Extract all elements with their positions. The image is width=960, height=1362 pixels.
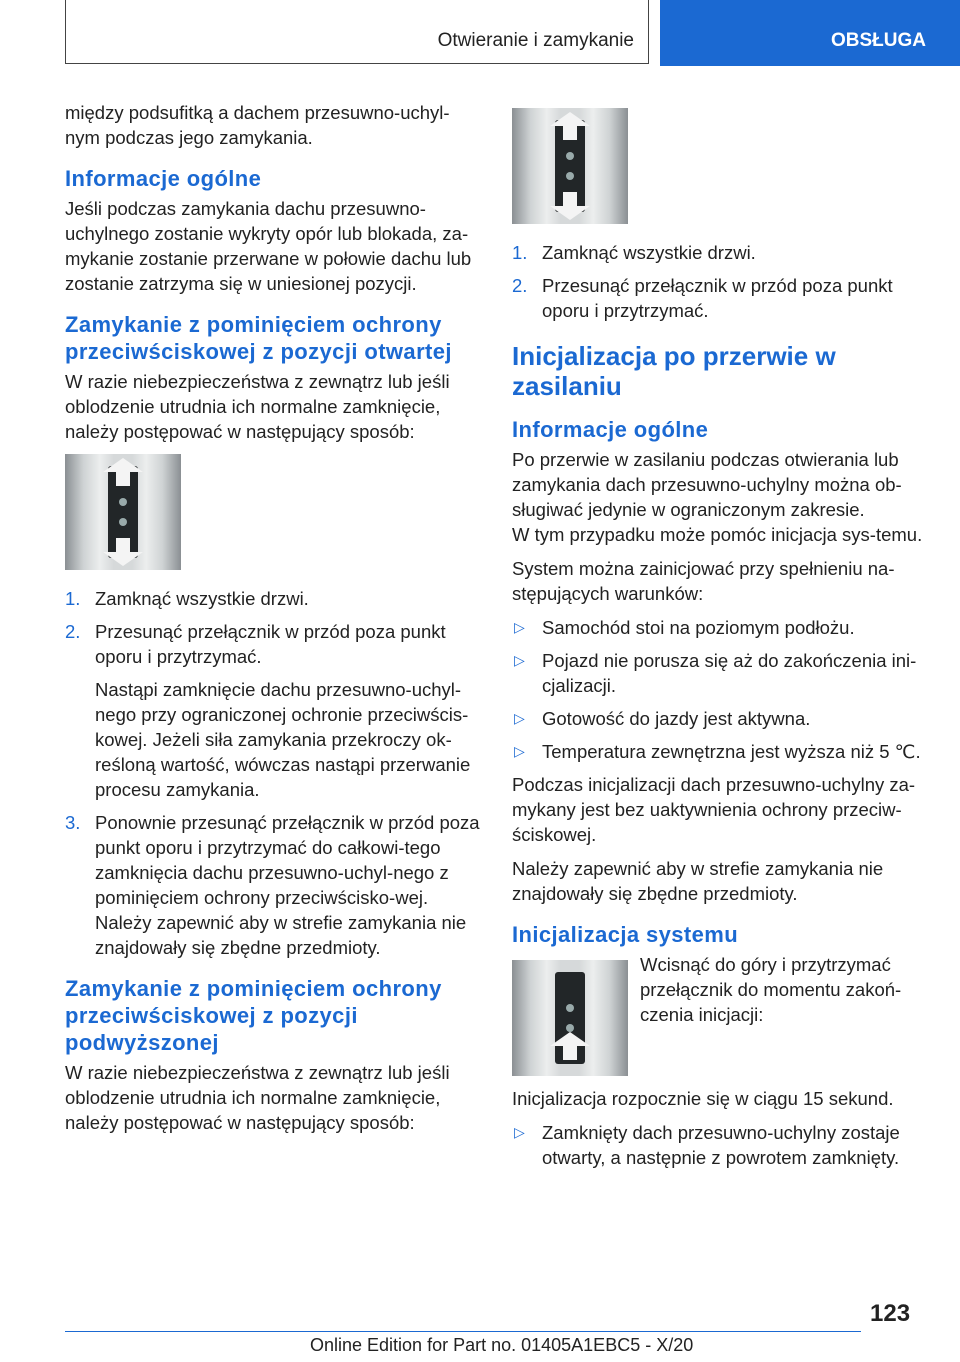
list-item: 1. Zamknąć wszystkie drzwi. xyxy=(512,242,756,263)
arrow-up-icon xyxy=(103,458,143,472)
arrow-up-icon xyxy=(550,1032,590,1046)
intro-paragraph: między podsufitką a dachem przesuwno-uchyl-nym podczas jego zamykania. xyxy=(65,102,450,148)
closing-from-raised-paragraph: W razie niebezpieczeństwa z zewnątrz lub jeśli oblodzenie utrudnia ich normalne zamknięcie, należy postępować w następujący sposób: xyxy=(65,1062,450,1133)
conditions-list xyxy=(512,615,927,764)
system-init-paragraph: Wcisnąć do góry i przytrzymać przełącznik do momentu zakoń-czenia inicjacji: xyxy=(640,954,902,1025)
result-list xyxy=(512,1120,927,1170)
footer-edition: Online Edition for Part no. 01405A1EBC5 - X/20 xyxy=(310,1335,694,1355)
list-item: ▷ Pojazd nie porusza się aż do zakończenia ini-cjalizacji. xyxy=(514,650,917,696)
list-item: ▷ Temperatura zewnętrzna jest wyższa niż 5 ℃. xyxy=(514,741,921,762)
chapter-title: Otwieranie i zamykanie xyxy=(437,30,634,51)
list-item: ▷ Zamknięty dach przesuwno-uchylny zostaje otwarty, a następnie z powrotem zamknięty. xyxy=(514,1122,900,1168)
right-column xyxy=(512,100,927,1178)
header-bar xyxy=(65,0,649,64)
arrow-up-icon xyxy=(550,112,590,126)
init-info-paragraph-2: W tym przypadku może pomóc inicjacja sys-temu. xyxy=(512,524,923,545)
init-behavior-paragraph: Podczas inicjalizacji dach przesuwno-uchylny za-mykany jest bez uaktywnienia ochrony przeciw-ściskowej. xyxy=(512,774,916,845)
conditions-intro: System można zainicjować przy spełnieniu na-stępujących warunków: xyxy=(512,558,895,604)
section-tab-label: OBSŁUGA xyxy=(831,30,926,51)
heading-closing-from-open: Zamykanie z pominięciem ochrony przeciwściskowej z pozycji otwartej xyxy=(65,312,452,364)
triangle-right-outline-icon: ▷ xyxy=(514,652,525,668)
list-item: ▷ Gotowość do jazdy jest aktywna. xyxy=(514,708,811,729)
list-item: 2. Przesunąć przełącznik w przód poza punkt oporu i przytrzymać. xyxy=(512,275,893,321)
triangle-right-outline-icon: ▷ xyxy=(514,1124,525,1140)
heading-init-after-power-loss: Inicjalizacja po przerwie w zasilaniu xyxy=(512,341,836,401)
section-tab[interactable] xyxy=(660,0,960,66)
left-column xyxy=(65,100,480,1144)
triangle-right-outline-icon: ▷ xyxy=(514,743,525,759)
steps-list xyxy=(65,586,480,960)
switch-photo xyxy=(512,108,628,224)
arrow-down-icon xyxy=(550,206,590,220)
heading-general-info: Informacje ogólne xyxy=(512,417,709,442)
system-init-row xyxy=(512,952,927,1076)
switch-photo xyxy=(65,454,181,570)
list-item: ▷ Samochód stoi na poziomym podłożu. xyxy=(514,617,855,638)
page-number: 123 xyxy=(870,1300,911,1327)
heading-system-init: Inicjalizacja systemu xyxy=(512,922,739,947)
warning-paragraph: Należy zapewnić aby w strefie zamykania nie znajdowały się zbędne przedmioty. xyxy=(512,858,884,904)
list-item: 1. Zamknąć wszystkie drzwi. xyxy=(65,588,309,609)
closing-from-open-paragraph: W razie niebezpieczeństwa z zewnątrz lub jeśli oblodzenie utrudnia ich normalne zamknięcie, należy postępować w następujący sposób: xyxy=(65,371,450,442)
switch-photo xyxy=(512,960,628,1076)
arrow-down-icon xyxy=(103,552,143,566)
steps-list xyxy=(512,240,927,323)
heading-general-info: Informacje ogólne xyxy=(65,166,262,191)
init-info-paragraph: Po przerwie w zasilaniu podczas otwierania lub zamykania dach przesuwno-uchylny można ob-sługiwać jedynie w ograniczonym zakresie. xyxy=(512,449,902,520)
init-start-paragraph: Inicjalizacja rozpocznie się w ciągu 15 sekund. xyxy=(512,1088,894,1109)
list-item: 3. Ponownie przesunąć przełącznik w przód poza punkt oporu i przytrzymać do całkowi-tego zamknięcia dachu przesuwno-uchyl-nego z pominięciem ochrony przeciwścisko-wej. Należy zapewnić aby w strefie zamykania nie znajdowały się zbędne przedmioty. xyxy=(65,812,480,958)
footer-divider xyxy=(65,1331,861,1332)
heading-closing-from-raised: Zamykanie z pominięciem ochrony przeciwściskowej z pozycji podwyższonej xyxy=(65,976,442,1055)
list-item: 2. Przesunąć przełącznik w przód poza punkt oporu i przytrzymać. Nastąpi zamknięcie dachu przesuwno-uchyl-nego przy ograniczonej ochronie przeciwścis-kowej. Jeżeli siła zamykania przekroczy ok-reśloną wartość, wówczas nastąpi przerwanie procesu zamykania. xyxy=(65,621,471,800)
general-info-paragraph: Jeśli podczas zamykania dachu przesuwno-uchylnego zostanie wykryty opór lub blokada, za-mykanie zostanie przerwane w połowie dachu lub zostanie zatrzyma się w uniesionej pozycji. xyxy=(65,198,472,294)
triangle-right-outline-icon: ▷ xyxy=(514,710,525,726)
triangle-right-outline-icon: ▷ xyxy=(514,619,525,635)
